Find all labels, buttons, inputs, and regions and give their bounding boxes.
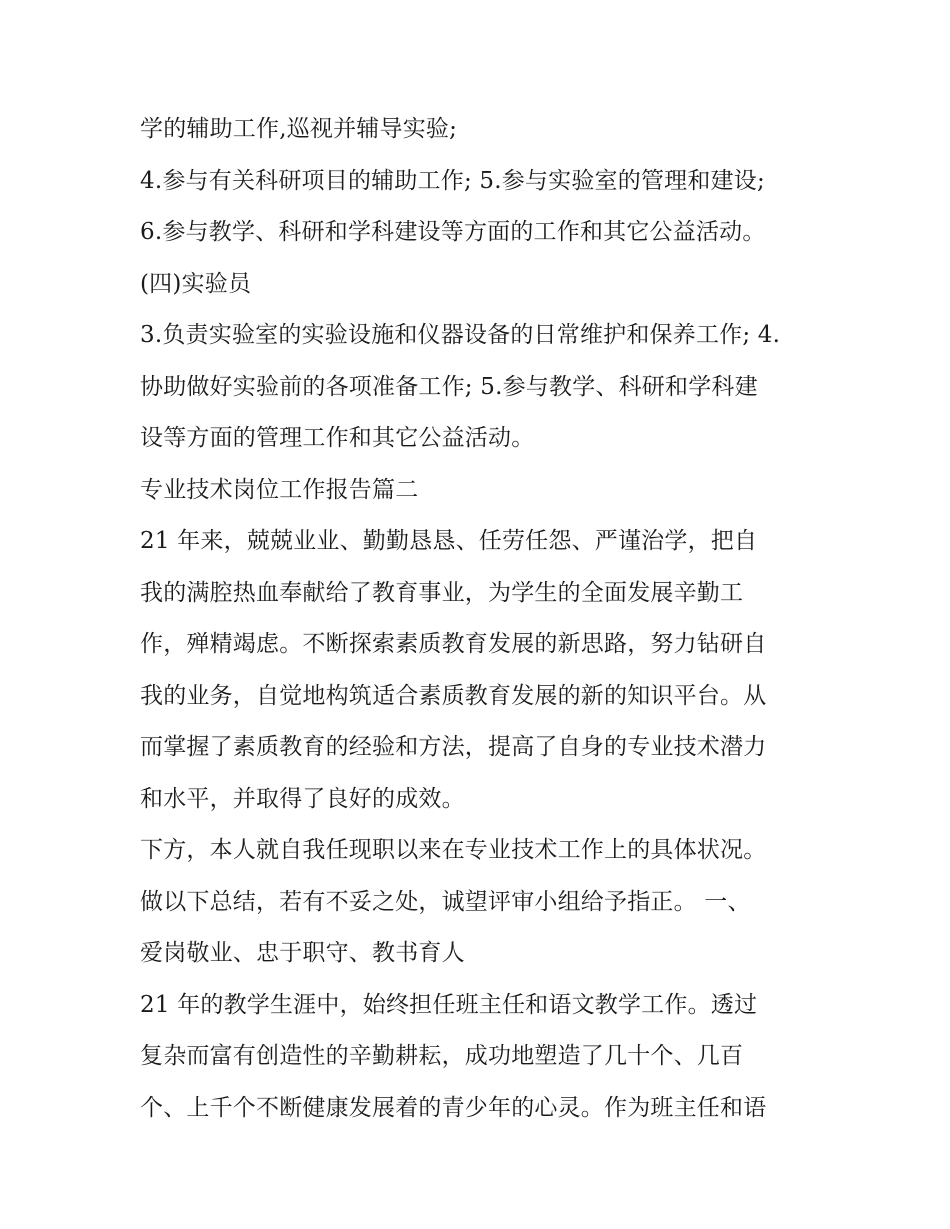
text-line: 爱岗敬业、忠于职守、教书育人	[140, 940, 465, 966]
text-line: 21 年来，兢兢业业、勤勤恳恳、任劳任怨、严谨治学，把自	[140, 528, 758, 554]
text-line: 4.参与有关科研项目的辅助工作; 5.参与实验室的管理和建设;	[140, 167, 765, 194]
text-line: 复杂而富有创造性的辛勤耕耘，成功地塑造了几十个、几百	[140, 1043, 744, 1069]
text-line: 和水平，并取得了良好的成效。	[140, 785, 465, 812]
text-line: 21 年的教学生涯中，始终担任班主任和语文教学工作。透过	[140, 991, 758, 1018]
section-heading: (四)实验员	[140, 270, 252, 297]
text-line: 我的业务，自觉地构筑适合素质教育发展的新的知识平台。从	[140, 682, 767, 709]
section-heading: 专业技术岗位工作报告篇二	[140, 476, 419, 503]
text-line: 个、上千个不断健康发展着的青少年的心灵。作为班主任和语	[140, 1094, 767, 1121]
text-line: 我的满腔热血奉献给了教育事业，为学生的全面发展辛勤工	[140, 579, 744, 606]
document-body	[140, 104, 820, 1134]
text-line: 作，殚精竭虑。不断探索素质教育发展的新思路，努力钻研自	[140, 631, 767, 657]
text-line: 下方，本人就自我任现职以来在专业技术工作上的具体状况。	[140, 837, 767, 863]
text-line: 3.负责实验室的实验设施和仪器设备的日常维护和保养工作; 4.	[140, 322, 781, 348]
text-line: 设等方面的管理工作和其它公益活动。	[140, 425, 535, 451]
text-line: 而掌握了素质教育的经验和方法，提高了自身的专业技术潜力	[140, 734, 767, 760]
text-line: 学的辅助工作,巡视并辅导实验;	[140, 116, 458, 142]
text-line: 6.参与教学、科研和学科建设等方面的工作和其它公益活动。	[140, 219, 766, 245]
text-line: 做以下总结，若有不妥之处，诚望评审小组给予指正。 一、	[140, 888, 751, 915]
text-line: 协助做好实验前的各项准备工作; 5.参与教学、科研和学科建	[140, 373, 758, 400]
